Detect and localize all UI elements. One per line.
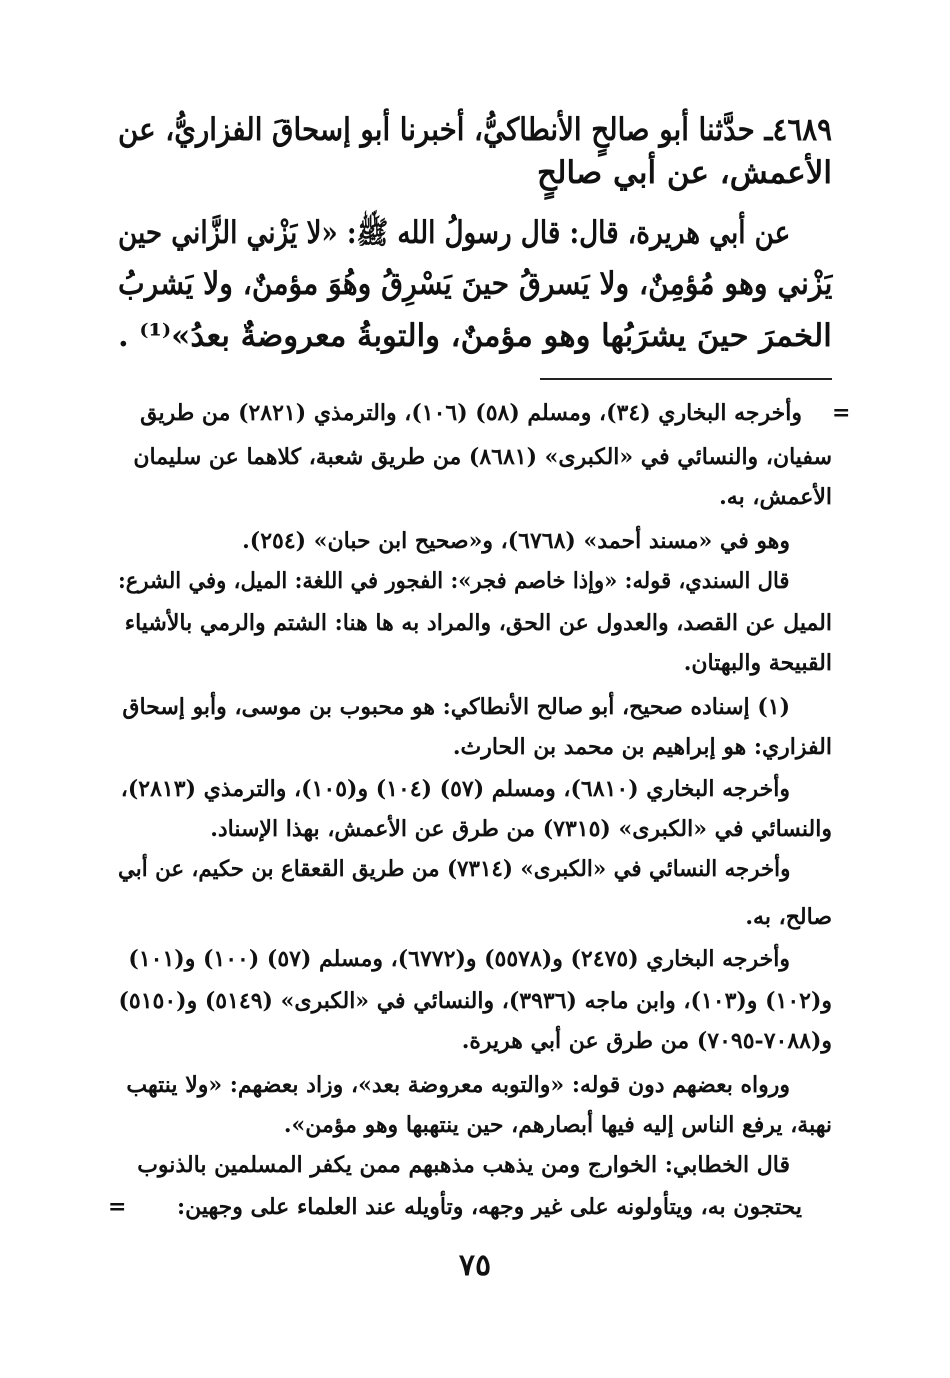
- footnote-line-1: وأخرجه البخاري (٣٤)، ومسلم (٥٨) (١٠٦)، والترمذي (٢٨٢١) من طريق: [140, 400, 802, 426]
- footnote-line-2: سفيان، والنسائي في «الكبرى» (٨٦٨١) من طريق شعبة، كلاهما عن سليمان: [133, 444, 832, 470]
- footnote-line-15: و(١٠٢) و(١٠٣)، وابن ماجه (٣٩٣٦)، والنسائي في «الكبرى» (٥١٤٩) و(٥١٥٠): [118, 988, 832, 1014]
- hadith-text-line-3: الخمرَ حينَ يشرَبُها وهو مؤمنٌ، والتوبةُ معروضةٌ بعدُ»⁽¹⁾ .: [118, 318, 833, 354]
- continuation-mark-top: =: [832, 400, 851, 426]
- footnote-line-13: صالح، به.: [745, 904, 832, 930]
- footnote-line-17: ورواه بعضهم دون قوله: «والتوبه معروضة بعد»، وزاد بعضهم: «ولا ينتهب: [126, 1072, 790, 1098]
- footnote-line-9: الفزاري: هو إبراهيم بن محمد بن الحارث.: [452, 734, 832, 760]
- footnote-line-20: يحتجون به، ويتأولونه على غير وجهه، وتأويله عند العلماء على وجهين:: [177, 1194, 802, 1220]
- footnote-line-8: (١) إسناده صحيح، أبو صالح الأنطاكي: هو محبوب بن موسى، وأبو إسحاق: [122, 694, 790, 720]
- footnote-line-5: قال السندي، قوله: «وإذا خاصم فجر»: الفجور في اللغة: الميل، وفي الشرع:: [118, 568, 790, 594]
- footnote-line-10: وأخرجه البخاري (٦٨١٠)، ومسلم (٥٧) (١٠٤) و(١٠٥)، والترمذي (٢٨١٣)،: [120, 776, 790, 802]
- hadith-text-line-2: يَزْني وهو مُؤمِنٌ، ولا يَسرقُ حينَ يَسْرِقُ وهُوَ مؤمنٌ، ولا يَشربُ: [117, 266, 832, 302]
- footnote-line-4: وهو في «مسند أحمد» (٦٧٦٨)، و«صحيح ابن حبان» (٢٥٤).: [242, 528, 790, 554]
- footnote-line-7: القبيحة والبهتان.: [683, 650, 832, 676]
- footnote-line-16: و(٧٠٨٨-٧٠٩٥) من طرق عن أبي هريرة.: [461, 1028, 832, 1054]
- hadith-header-line-2: الأعمش، عن أبي صالحٍ: [536, 155, 832, 191]
- hadith-text-line-1: عن أبي هريرة، قال: قال رسولُ الله ﷺ: «لا يَزْني الزَّاني حين: [117, 215, 790, 251]
- footnote-line-3: الأعمش، به.: [719, 484, 832, 510]
- page-number: ٧٥: [458, 1248, 492, 1283]
- footnote-separator: [540, 378, 832, 380]
- footnote-line-11: والنسائي في «الكبرى» (٧٣١٥) من طرق عن الأعمش، بهذا الإسناد.: [210, 816, 832, 842]
- footnote-line-19: قال الخطابي: الخوارج ومن يذهب مذهبهم ممن يكفر المسلمين بالذنوب: [137, 1152, 790, 1178]
- footnote-line-6: الميل عن القصد، والعدول عن الحق، والمراد به ها هنا: الشتم والرمي بالأشياء: [124, 610, 832, 636]
- hadith-header-line-1: ٤٦٨٩ـ حدَّثنا أبو صالحٍ الأنطاكيُّ، أخبرنا أبو إسحاقَ الفزاريُّ، عن: [117, 112, 832, 148]
- footnote-line-14: وأخرجه البخاري (٢٤٧٥) و(٥٥٧٨) و(٦٧٧٢)، ومسلم (٥٧) (١٠٠) و(١٠١): [128, 946, 790, 972]
- continuation-mark-bottom: =: [108, 1194, 127, 1220]
- footnote-line-18: نهبة، يرفع الناس إليه فيها أبصارهم، حين ينتهبها وهو مؤمن».: [283, 1112, 832, 1138]
- footnote-line-12: وأخرجه النسائي في «الكبرى» (٧٣١٤) من طريق القعقاع بن حكيم، عن أبي: [117, 856, 790, 882]
